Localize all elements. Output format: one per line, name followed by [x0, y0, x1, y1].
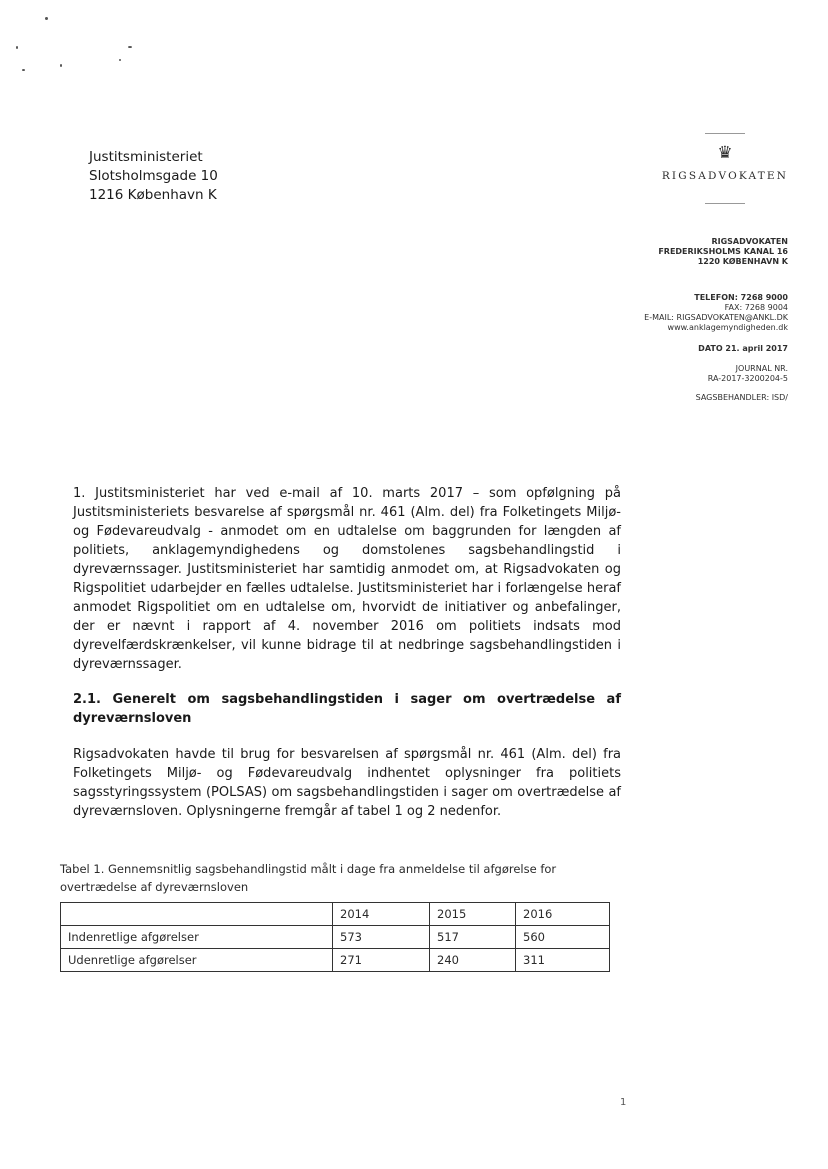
- table-header-cell: [61, 903, 333, 926]
- table-cell: 240: [430, 949, 516, 972]
- table-cell: Udenretlige afgørelser: [61, 949, 333, 972]
- sender-city: 1220 KØBENHAVN K: [697, 257, 788, 266]
- scan-speck: [45, 17, 48, 20]
- sender-email: E-MAIL: RIGSADVOKATEN@ANKL.DK: [644, 313, 788, 322]
- table-row: [61, 926, 610, 949]
- recipient-address: [89, 148, 218, 205]
- paragraph-1: 1. Justitsministeriet har ved e-mail af 10. marts 2017 – som opfølgning på Justitsministeriets besvarelse af spørgsmål nr. 461 (Alm. del) fra Folketingets Miljø- og Fødevareudvalg - anmodet om en udtalelse om baggrunden for længden af politiets, anklagemyndighedens og domstolenes sagsbehandlingstid i dyreværnssager. Justitsministeriet har samtidig anmodet om, at Rigsadvokaten og Rigspolitiet udarbejder en fælles udtalelse. Justitsministeriet har i forlængelse heraf anmodet Rigspolitiet om en udtalelse om, hvorvidt de initiativer og anbefalinger, der er nævnt i rapport af 4. november 2016 om politiets indsats mod dyrevelfærdskrænkelser, vil kunne bidrage til at nedbringe sagsbehandlingstiden i dyreværnssager.: [73, 486, 621, 672]
- paragraph-2: Rigsadvokaten havde til brug for besvarelsen af spørgsmål nr. 461 (Alm. del) fra Folketingets Miljø- og Fødevareudvalg indhentet oplysninger fra politiets sagsstyringssystem (POLSAS) om sagsbehandlingstiden i sager om overtrædelse af dyreværnsloven. Oplysningerne fremgår af tabel 1 og 2 nedenfor.: [73, 747, 621, 819]
- journal-label: JOURNAL NR.: [735, 364, 788, 373]
- section-heading: 2.1. Generelt om sagsbehandlingstiden i sager om overtrædelse af dyreværnsloven: [73, 692, 621, 726]
- logo-name: RIGSADVOKATEN: [661, 170, 789, 182]
- table-cell: 573: [333, 926, 430, 949]
- table-caption: Tabel 1. Gennemsnitlig sagsbehandlingstid målt i dage fra anmeldelse til afgørelse for overtrædelse af dyreværnsloven: [60, 862, 557, 894]
- letter-date: DATO 21. april 2017: [698, 344, 788, 353]
- table-cell: 517: [430, 926, 516, 949]
- sender-street: FREDERIKSHOLMS KANAL 16: [658, 247, 788, 256]
- table-cell: 271: [333, 949, 430, 972]
- recipient-line: Slotsholmsgade 10: [89, 168, 218, 184]
- scan-speck: [128, 46, 132, 48]
- processing-time-table: [60, 902, 610, 972]
- logo-rule: [705, 203, 745, 204]
- table-cell: 311: [516, 949, 610, 972]
- letter-body: [73, 484, 621, 821]
- table-header-cell: 2015: [430, 903, 516, 926]
- scan-speck: [60, 64, 62, 67]
- page-number: 1: [620, 1097, 627, 1108]
- sender-phone: TELEFON: 7268 9000: [694, 293, 788, 302]
- caseworker: SAGSBEHANDLER: ISD/: [695, 393, 788, 402]
- table-cell: Indenretlige afgørelser: [61, 926, 333, 949]
- scan-speck: [22, 69, 25, 71]
- table-row: [61, 949, 610, 972]
- scan-speck: [119, 59, 121, 61]
- rigsadvokaten-logo: [650, 130, 800, 210]
- logo-rule: [705, 133, 745, 134]
- recipient-line: 1216 København K: [89, 187, 217, 203]
- sender-web: www.anklagemyndigheden.dk: [667, 323, 788, 332]
- table-cell: 560: [516, 926, 610, 949]
- table-header-cell: 2016: [516, 903, 610, 926]
- table-header-cell: 2014: [333, 903, 430, 926]
- sender-name: RIGSADVOKATEN: [711, 237, 788, 246]
- table-header-row: [61, 903, 610, 926]
- scan-speck: [16, 46, 18, 49]
- sender-fax: FAX: 7268 9004: [724, 303, 788, 312]
- journal-number: RA-2017-3200204-5: [707, 374, 788, 383]
- sender-info: [644, 237, 788, 403]
- crown-icon: ♛: [717, 143, 733, 163]
- recipient-line: Justitsministeriet: [89, 149, 203, 165]
